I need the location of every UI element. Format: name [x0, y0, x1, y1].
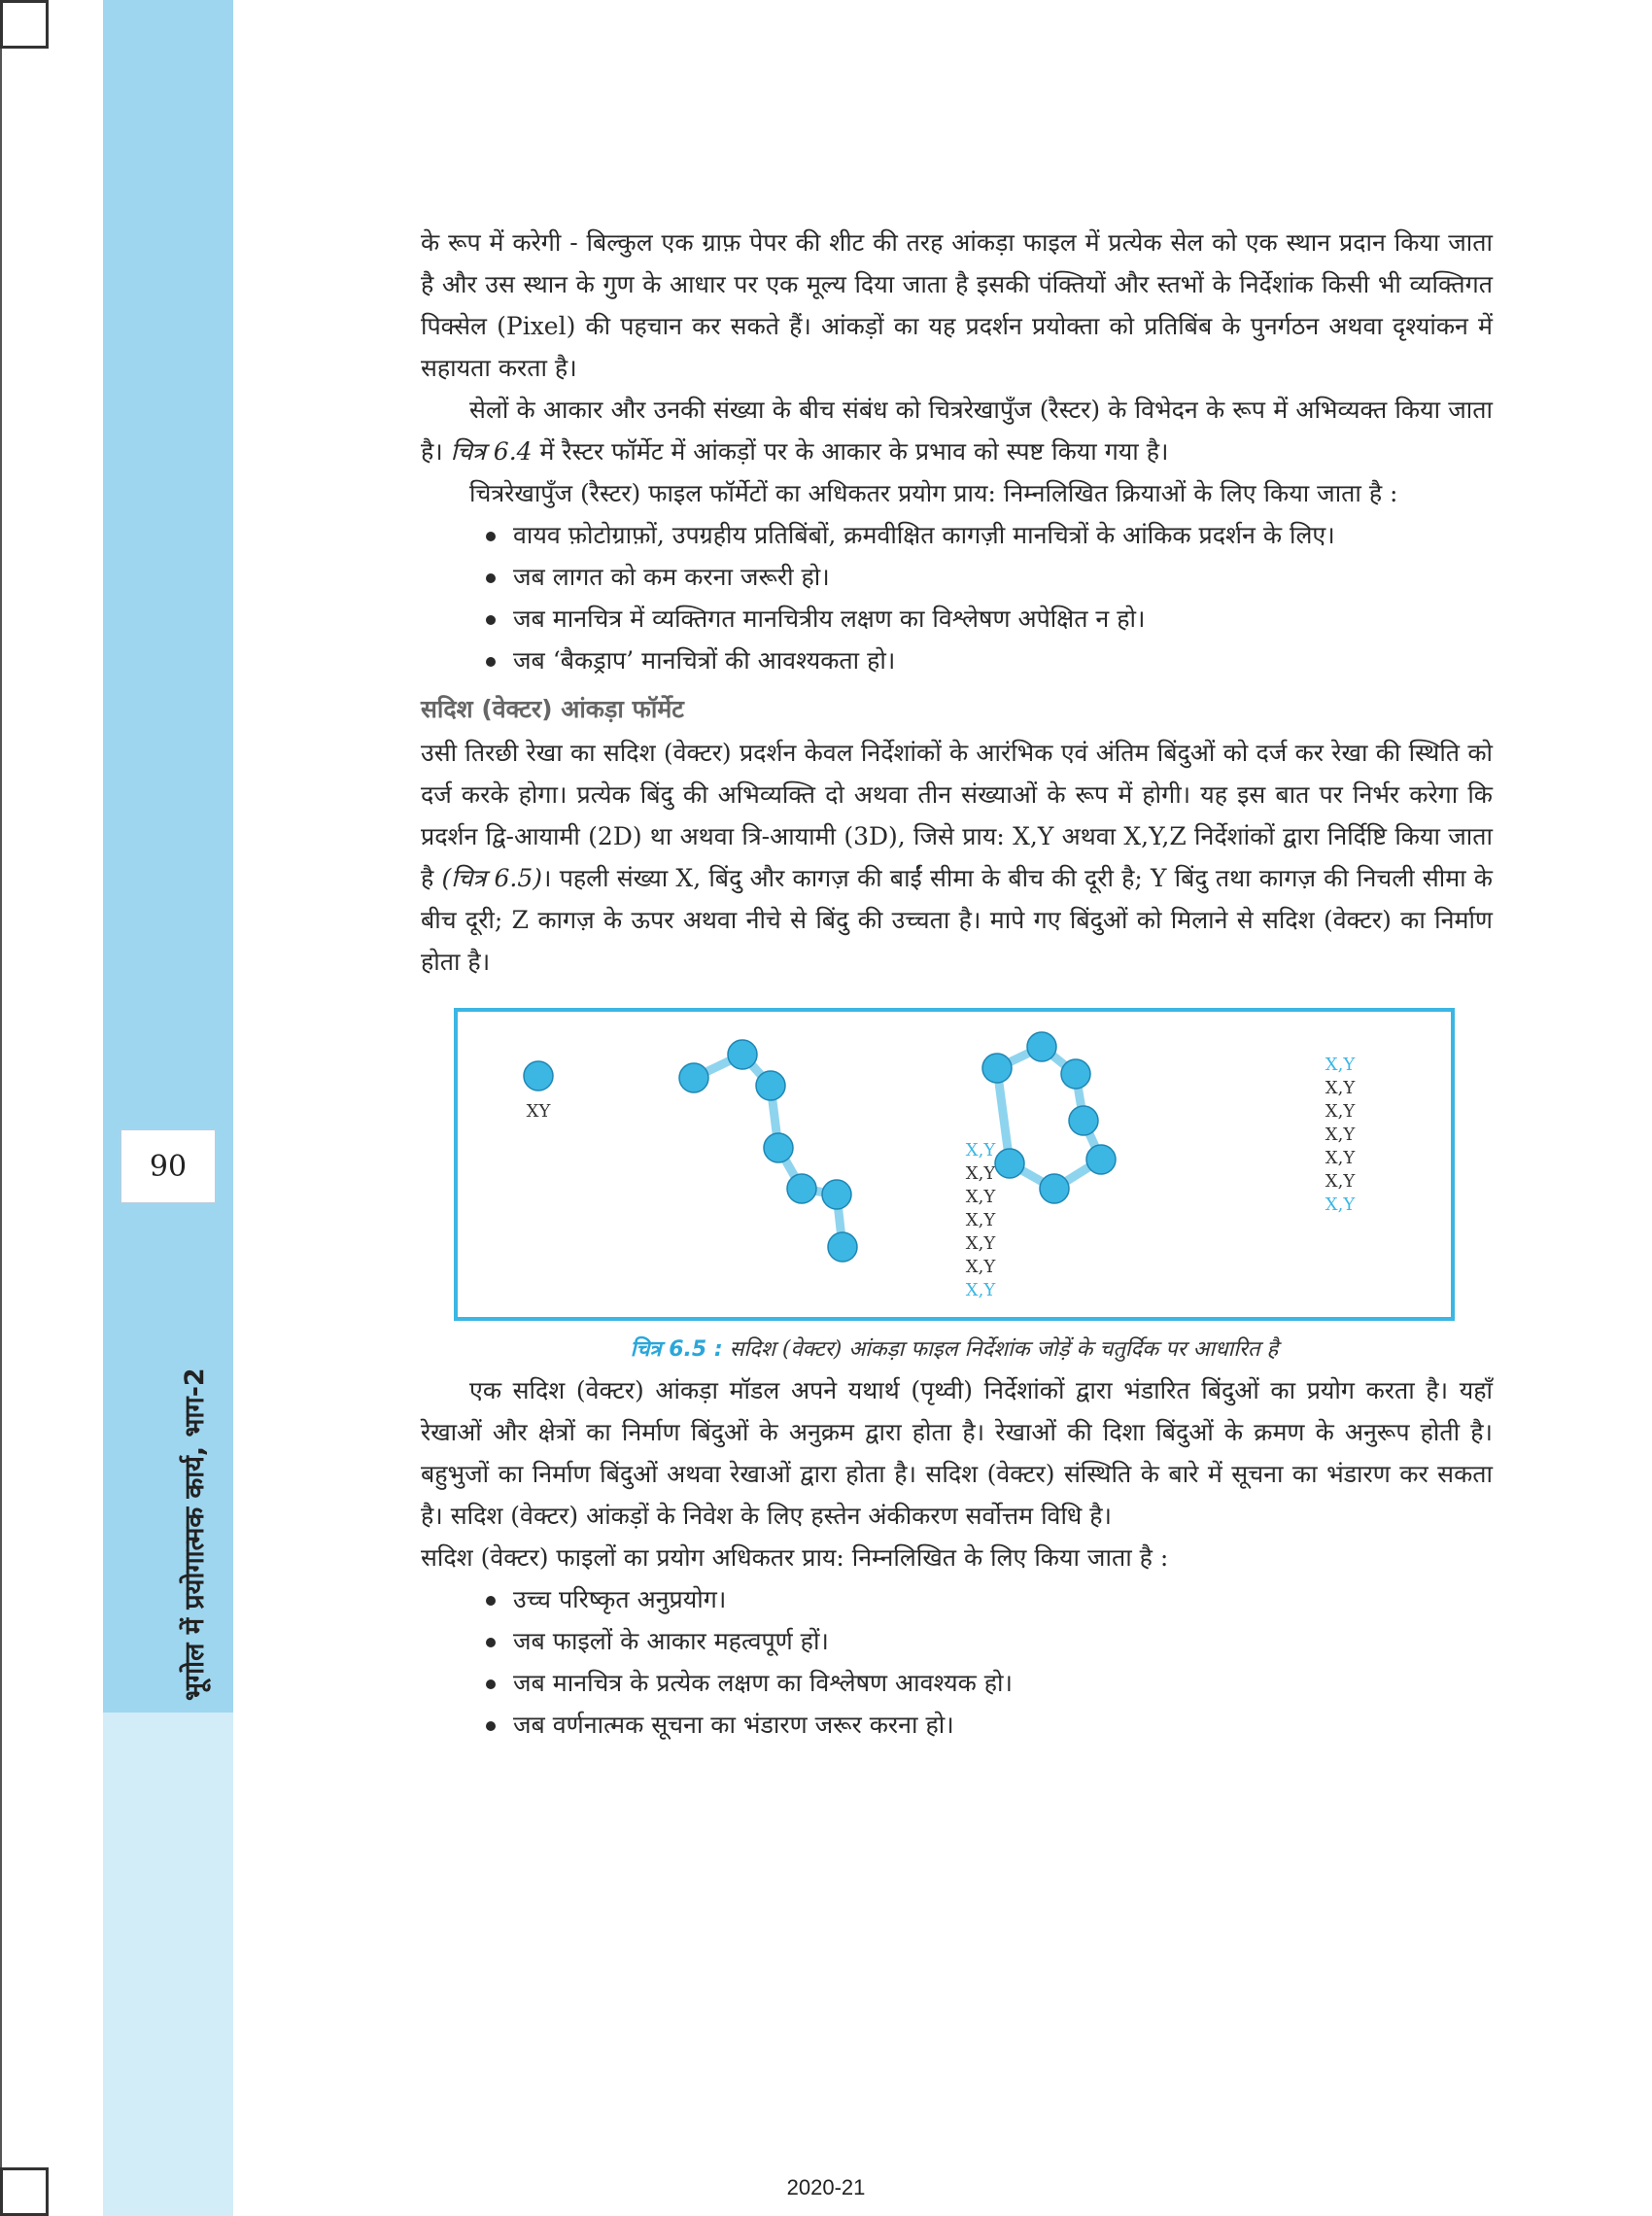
figure-6-5 [421, 1008, 1493, 1369]
coord-label: X,Y [1325, 1125, 1356, 1145]
line-node [764, 1133, 793, 1162]
list-item: उच्च परिष्कृत अनुप्रयोग। [513, 1578, 1493, 1620]
coord-label: X,Y [965, 1163, 996, 1184]
caption-label: चित्र 6.5 : [630, 1337, 723, 1362]
line-feature-nodes [679, 1040, 857, 1262]
caption-text: सदिश (वेक्टर) आंकड़ा फाइल निर्देशांक जोड़ें के चतुर्दिक पर आधारित है [722, 1337, 1279, 1362]
footer-year: 2020-21 [786, 2175, 866, 2199]
paragraph-vector-model: एक सदिश (वेक्टर) आंकड़ा मॉडल अपने यथार्थ (पृथ्वी) निर्देशांकों द्वारा भंडारित बिंदुओं का प्रयोग करता है। यहाँ रेखाओं और क्षेत्रों का निर्माण बिंदुओं के अनुक्रम द्वारा होता है। रेखाओं की दिशा बिंदुओं के क्रमण के अनुरूप होती है। बहुभुजों का निर्माण बिंदुओं अथवा रेखाओं द्वारा होता है। सदिश (वेक्टर) संस्थिति के बारे में सूचना का भंडारण कर सकता है। सदिश (वेक्टर) आंकड़ों के निवेश के लिए हस्तेन अंकीकरण सर्वोत्तम विधि है। [421, 1376, 1493, 1530]
list-item: जब लागत को कम करना जरूरी हो। [513, 556, 1493, 598]
line-node [828, 1232, 857, 1262]
paragraph-text: सेलों के आकार और उनकी संख्या के बीच संबंध को चित्ररेखापुँज (रैस्टर) के विभेदन के रूप में अभिव्यक्त किया जाता है। [421, 396, 1493, 466]
page-edge-rule [0, 0, 2, 2216]
polygon-coordinate-list [1325, 1055, 1357, 1215]
crop-mark-top-left [0, 0, 49, 49]
list-item: जब ‘बैकड्राप’ मानचित्रों की आवश्यकता हो। [513, 640, 1493, 681]
polygon-node [1027, 1032, 1056, 1061]
polygon-node [1061, 1059, 1090, 1089]
line-node [822, 1180, 851, 1209]
polygon-node [1086, 1145, 1116, 1174]
polygon-node [1069, 1106, 1098, 1135]
vector-uses-list [513, 1578, 1493, 1746]
paragraph-raster-uses-intro: चित्ररेखापुँज (रैस्टर) फाइल फॉर्मेटों का अधिकतर प्रयोग प्राय: निम्नलिखित क्रियाओं के लिए किया जाता है : [469, 479, 1398, 507]
line-node [756, 1071, 785, 1100]
side-book-title: भूगोल में प्रयोगात्मक कार्य, भाग-2 [180, 1368, 210, 1701]
coord-label: X,Y [1325, 1101, 1356, 1122]
paragraph-text: उसी तिरछी रेखा का सदिश (वेक्टर) प्रदर्शन केवल निर्देशांकों के आरंभिक एवं अंतिम बिंदुओं को दर्ज कर रेखा की स्थिति को दर्ज करके होगा। प्रत्येक बिंदु की अभिव्यक्ति दो अथवा तीन संख्याओं के रूप में होगी। यह इस बात पर निर्भर करेगा कि प्रदर्शन द्वि-आयामी (2D) था अथवा त्रि-आयामी (3D), जिसे प्राय: X,Y अथवा X,Y,Z निर्देशांकों द्वारा निर्दिष्टि किया जाता है [421, 739, 1493, 892]
line-node [679, 1063, 708, 1092]
figure-reference: चित्र 6.4 [450, 437, 533, 466]
point-label: XY [526, 1101, 551, 1122]
figure-caption [454, 1329, 1455, 1370]
polygon-node [1040, 1174, 1069, 1203]
coord-label: X,Y [1325, 1195, 1356, 1215]
figure-frame [454, 1008, 1455, 1321]
coord-label: X,Y [965, 1280, 996, 1300]
paragraph-vector-uses-intro: सदिश (वेक्टर) फाइलों का प्रयोग अधिकतर प्राय: निम्नलिखित के लिए किया जाता है : [421, 1543, 1169, 1572]
polygon-node [995, 1149, 1024, 1178]
coord-label: X,Y [1325, 1148, 1356, 1168]
raster-uses-list [513, 514, 1493, 681]
polygon-node [982, 1054, 1012, 1083]
coord-label: X,Y [1325, 1078, 1356, 1098]
list-item: वायव फ़ोटोग्राफ़ों, उपग्रहीय प्रतिबिंबों, क्रमवीक्षित कागज़ी मानचित्रों के आंकिक प्रदर्शन के लिए। [513, 514, 1493, 556]
side-strip-fade [103, 1713, 233, 2216]
paragraph-text: । पहली संख्या X, बिंदु और कागज़ की बाईं सीमा के बीच की दूरी है; Y बिंदु तथा कागज़ की निचली सीमा के बीच दूरी; Z कागज़ के ऊपर अथवा नीचे से बिंदु की उच्चता है। मापे गए बिंदुओं को मिलाने से सदिश (वेक्टर) का निर्माण होता है। [421, 864, 1493, 976]
line-node [787, 1174, 816, 1203]
paragraph-raster-resolution [421, 389, 1493, 472]
section-heading-vector: सदिश (वेक्टर) आंकड़ा फॉर्मेट [421, 695, 684, 723]
coord-label: X,Y [965, 1257, 996, 1277]
list-item: जब वर्णनात्मक सूचना का भंडारण जरूर करना हो। [513, 1704, 1493, 1746]
coord-label: X,Y [965, 1187, 996, 1207]
side-strip [103, 0, 233, 1713]
figure-reference: (चित्र 6.5) [441, 864, 543, 892]
coord-label: X,Y [965, 1210, 996, 1230]
paragraph-vector-representation [421, 732, 1493, 983]
vector-diagram [458, 1012, 1459, 1325]
coord-label: X,Y [965, 1140, 996, 1160]
line-coordinate-list [966, 1140, 997, 1300]
line-node [728, 1040, 757, 1069]
coord-label: X,Y [1325, 1055, 1356, 1075]
point-node [524, 1061, 553, 1091]
list-item: जब मानचित्र में व्यक्तिगत मानचित्रीय लक्षण का विश्लेषण अपेक्षित न हो। [513, 598, 1493, 640]
page-content [421, 222, 1493, 1746]
paragraph-raster-cells: के रूप में करेगी - बिल्कुल एक ग्राफ़ पेपर की शीट की तरह आंकड़ा फाइल में प्रत्येक सेल को एक स्थान प्रदान किया जाता है और उस स्थान के गुण के आधार पर एक मूल्य दिया जाता है इसकी पंक्तियों और स्तभों के निर्देशांक किसी भी व्यक्तिगत पिक्सेल (Pixel) की पहचान कर सकते हैं। आंकड़ों का यह प्रदर्शन प्रयोक्ता को प्रतिबिंब के पुनर्गठन अथवा दृश्यांकन में सहायता करता है। [421, 228, 1493, 382]
list-item: जब मानचित्र के प्रत्येक लक्षण का विश्लेषण आवश्यक हो। [513, 1662, 1493, 1704]
page-number: 90 [120, 1129, 216, 1203]
paragraph-text: में रैस्टर फॉर्मेट में आंकड़ों पर के आकार के प्रभाव को स्पष्ट किया गया है। [532, 437, 1169, 466]
coord-label: X,Y [965, 1233, 996, 1254]
list-item: जब फाइलों के आकार महत्वपूर्ण हों। [513, 1620, 1493, 1662]
coord-label: X,Y [1325, 1171, 1356, 1192]
